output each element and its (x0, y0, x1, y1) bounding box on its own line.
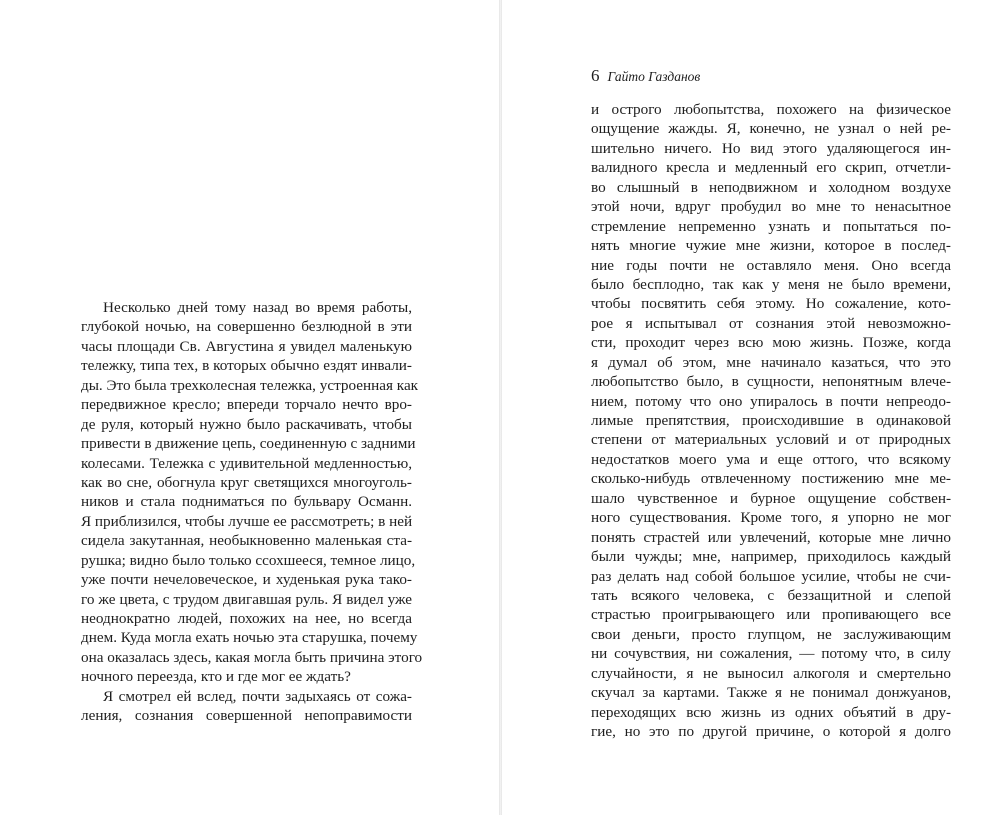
text-line: ного существования. Кроме того, я упорно не мог (591, 509, 951, 527)
text-line: валидного кресла и медленный его скрип, отчетли- (591, 159, 951, 177)
text-line: она оказалась здесь, какая могла быть причина этого (81, 648, 423, 666)
text-line: уже почти нечеловеческое, и худенькая рука тако- (81, 571, 412, 589)
text-line: недостатков моего ума и еще оттого, что всякому (591, 450, 951, 468)
text-line: рушка; видно было только ссохшееся, темное лицо, (81, 551, 416, 569)
page-number: 6 (591, 66, 600, 85)
text-line: ления, сознания совершенной непоправимости (81, 707, 412, 725)
text-line: свои деньги, просто глупцом, не заслуживающим (591, 625, 951, 643)
text-line: ощущение жажды. Я, конечно, не узнал о ней ре- (591, 120, 951, 138)
text-line: тать всякого человека, с беззащитной и слепой (591, 586, 951, 604)
right-page-text (591, 100, 951, 741)
text-line: го же цвета, с трудом двигавшая руль. Я видел уже (81, 590, 412, 608)
text-line: ни сочувствия, ни сожаления, — потому что, в силу (591, 645, 951, 663)
text-line: чтобы посвятить себя этому. Но сожаление, кото- (591, 295, 951, 313)
text-line: этой ночи, вдруг пробудил во мне то ненасытное (591, 198, 951, 216)
text-line: я думал об этом, мне начинало казаться, что это (591, 353, 951, 371)
left-page (0, 0, 499, 815)
text-line: сти, проходит через всю мою жизнь. Позже, когда (591, 334, 951, 352)
text-line: и острого любопытства, похожего на физическое (591, 101, 951, 118)
text-line: Я смотрел ей вслед, почти задыхаясь от сожа- (103, 687, 412, 705)
text-line: было бесплодно, так как у меня не было времени, (591, 275, 951, 293)
text-line: ников и стала подниматься по бульвару Османн. (81, 493, 412, 511)
text-line: глубокой ночью, на совершенно безлюдной в эти (81, 318, 412, 336)
text-line: были чужды; мне, например, приходилось каждый (591, 548, 951, 566)
text-line: тележку, типа тех, в которых обычно ездят инвали- (81, 357, 412, 375)
text-line: во слышный в неподвижном и холодном воздухе (591, 178, 951, 196)
text-line: раз делать над собой большое усилие, чтобы не счи- (591, 567, 951, 585)
text-line: де руля, который нужно было раскачивать, чтобы (81, 415, 412, 433)
text-line: привести в движение цепь, соединенную с задними (81, 435, 416, 453)
running-header (591, 66, 700, 86)
text-line: рое я испытывал от сознания этой невозможно- (591, 314, 951, 332)
text-line: случайности, я не выносил алкоголя и смертельно (591, 664, 951, 682)
text-line: скучал за картами. Также я не понимал донжуанов, (591, 684, 951, 702)
text-line: Я приблизился, чтобы лучше ее рассмотреть; в ней (81, 512, 413, 530)
text-line: колесами. Тележка с удивительной медленностью, (81, 454, 412, 472)
text-line: понять страстей или увлечений, которые мне лично (591, 528, 951, 546)
left-page-text (81, 298, 423, 726)
text-line: ночного переезда, кто и где мог ее ждать? (81, 668, 351, 686)
text-line: сколько-нибудь отвлеченному постижению мне ме- (591, 470, 951, 488)
text-line: Несколько дней тому назад во время работы, (103, 299, 412, 316)
text-line: нием, потому что оно упиралось в почти непреодо- (591, 392, 951, 410)
text-line: стремление непременно узнать и попытаться по- (591, 217, 951, 235)
running-header-title: Гайто Газданов (607, 69, 701, 84)
text-line: лимые препятствия, происходившие в одинаковой (591, 412, 951, 429)
text-line: часы площади Св. Августина я увидел маленькую (81, 337, 412, 355)
text-line: передвижное кресло; впереди торчало нечто вро- (81, 396, 412, 414)
text-line: днем. Куда могла ехать ночью эта старушка, почему (81, 629, 418, 647)
text-line: неоднократно людей, похожих на нее, но всегда (81, 610, 412, 627)
text-line: степени от материальных условий и от природных (591, 431, 951, 449)
text-line: ние годы почти не оставляло меня. Оно всегда (591, 256, 951, 274)
text-line: сидела закутанная, необыкновенно маленькая ста- (81, 532, 412, 550)
text-line: любопытство было, в сущности, непонятным влече- (591, 373, 951, 391)
text-line: шало чувственное и бурное ощущение собствен- (591, 489, 951, 507)
text-line: шительно ничего. Но вид этого удаляющегося ин- (591, 139, 951, 157)
text-line: страстью проигрывающего или пропивающего все (591, 606, 951, 624)
text-line: гие, но это по другой причине, о которой я долго (591, 723, 951, 740)
text-line: нять многие чужие мне жизни, которое в послед- (591, 237, 951, 255)
text-line: ды. Это была трехколесная тележка, устроенная как (81, 376, 419, 394)
text-line: переходящих всю жизнь из одних объятий в дру- (591, 703, 951, 721)
text-line: как во сне, обогнула круг светящихся многоуголь- (81, 473, 412, 491)
